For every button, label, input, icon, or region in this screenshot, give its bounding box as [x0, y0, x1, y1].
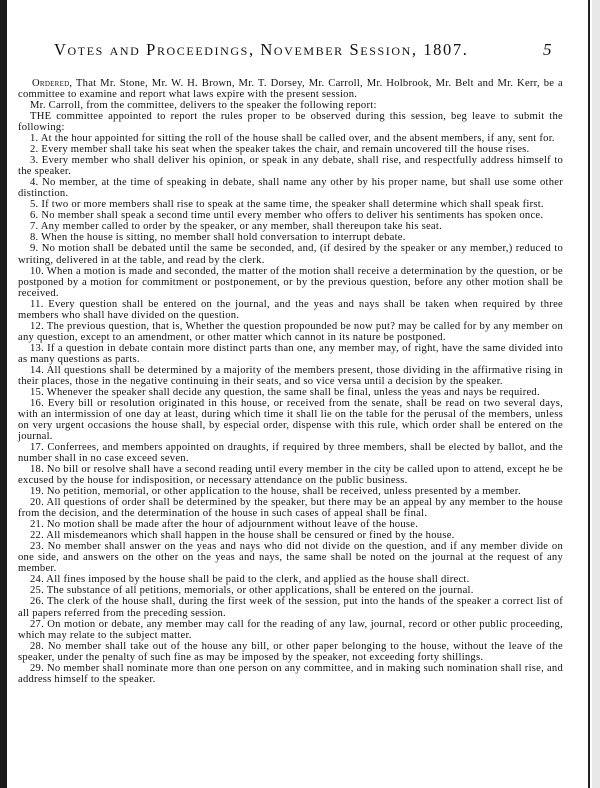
rule-paragraph	[18, 574, 563, 585]
rule-paragraph	[18, 177, 563, 199]
rule-paragraph	[18, 365, 563, 387]
rule-paragraph	[18, 343, 563, 365]
document-body	[18, 78, 563, 685]
scan-right-border	[588, 0, 590, 788]
paragraph-text: 21. No motion shall be made after the hour of adjournment without leave of the house.	[30, 519, 419, 531]
page-number: 5	[543, 40, 552, 59]
paragraph-text: 24. All fines imposed by the house shall be paid to the clerk, and applied as the house shall direct.	[30, 574, 470, 586]
rule-paragraph	[18, 619, 563, 641]
paragraph-text: 3. Every member who shall deliver his opinion, or speak in any debate, shall rise, and respectfully address himself to the speaker.	[18, 155, 563, 178]
paragraph-text: 2. Every member shall take his seat when the speaker takes the chair, and remain uncovered till the house rises.	[30, 144, 530, 156]
paragraph-text: 14. All questions shall be determined by a majority of the members present, those dividing in the affirmative rising in their places, those in the negative continuing in their seats, and so vice versa until a decision by the speaker.	[18, 364, 563, 387]
scan-right-margin	[592, 0, 600, 788]
page-header	[0, 40, 600, 64]
paragraph-text: 10. When a motion is made and seconded, the matter of the motion shall receive a determination by the question, or be postponed by a motion for commitment or postponement, or by the previous question, before any other motion shall be received.	[18, 265, 563, 299]
paragraph-text: 26. The clerk of the house shall, during the first week of the session, put into the hands of the speaker a correct list of all papers referred from the preceding session.	[18, 596, 563, 619]
rule-paragraph	[18, 464, 563, 486]
rule-paragraph	[18, 232, 563, 243]
rule-paragraph	[18, 641, 563, 663]
rule-paragraph	[18, 210, 563, 221]
rule-paragraph	[18, 497, 563, 519]
paragraph-text: 6. No member shall speak a second time until every member who offers to deliver his sentiments has spoken once.	[30, 210, 544, 222]
paragraph-text: That Mr. Stone, Mr. W. H. Brown, Mr. T. Dorsey, Mr. Carroll, Mr. Holbrook, Mr. Belt and Mr. Kerr, be a committee to examine and report what laws expire with the present session.	[18, 78, 563, 101]
rule-paragraph	[18, 442, 563, 464]
rule-paragraph	[18, 133, 563, 144]
paragraph-text: 17. Conferrees, and members appointed on draughts, if required by three members, shall be elected by ballot, and the number shall in no case exceed seven.	[18, 442, 563, 465]
rule-paragraph	[18, 387, 563, 398]
paragraph-text: 13. If a question in debate contain more distinct parts than one, any member may, of right, have the same divided into as many questions as parts.	[18, 342, 563, 365]
scan-left-border	[0, 0, 7, 788]
rule-paragraph	[18, 541, 563, 574]
paragraph-text: 8. When the house is sitting, no member shall hold conversation to interrupt debate.	[30, 232, 406, 244]
rule-paragraph	[18, 155, 563, 177]
paragraph-text: 19. No petition, memorial, or other application to the house, shall be received, unless presented by a member.	[30, 486, 521, 498]
paragraph-text: Mr. Carroll, from the committee, delivers to the speaker the following report:	[30, 100, 377, 112]
paragraph-text: 18. No bill or resolve shall have a second reading until every member in the city be called upon to attend, except he be excused by the house for indisposition, or necessary attendance on the public business.	[18, 464, 563, 487]
paragraph-text: 5. If two or more members shall rise to speak at the same time, the speaker shall determine which shall speak first.	[30, 199, 544, 211]
rule-paragraph	[18, 530, 563, 541]
report-paragraph	[18, 100, 563, 111]
paragraph-text: 20. All questions of order shall be determined by the speaker, but there may be an appeal by any member to the house from the decision, and the determination of the house in such cases of appeal shall be final.	[18, 497, 563, 520]
rule-paragraph	[18, 321, 563, 343]
rule-paragraph	[18, 585, 563, 596]
paragraph-text: 7. Any member called to order by the speaker, or any member, shall thereupon take his seat.	[30, 221, 442, 233]
rule-paragraph	[18, 398, 563, 442]
paragraph-text: THE committee appointed to report the rules proper to be observed during this session, beg leave to submit the following:	[18, 111, 563, 134]
rule-paragraph	[18, 596, 563, 618]
rule-paragraph	[18, 663, 563, 685]
paragraph-lead: Ordered,	[32, 78, 73, 89]
rule-paragraph	[18, 221, 563, 232]
report-paragraph	[18, 111, 563, 133]
rule-paragraph	[18, 243, 563, 265]
page-title: Votes and Proceedings, November Session, 1807.	[54, 40, 469, 59]
paragraph-text: 4. No member, at the time of speaking in debate, shall name any other by his proper name, but shall use some other distinction.	[18, 177, 563, 200]
paragraph-text: 27. On motion or debate, any member may call for the reading of any law, journal, record or other public proceeding, which may relate to the subject matter.	[18, 618, 563, 641]
rule-paragraph	[18, 299, 563, 321]
paragraph-text: 28. No member shall take out of the house any bill, or other paper belonging to the house, without the leave of the speaker, under the penalty of such fine as may be imposed by the speaker, not exceeding forty shillings.	[18, 640, 563, 663]
rule-paragraph	[18, 486, 563, 497]
paragraph-text: 22. All misdemeanors which shall happen in the house shall be censured or fined by the house.	[30, 530, 455, 542]
paragraph-text: 25. The substance of all petitions, memorials, or other applications, shall be entered on the journal.	[30, 585, 474, 597]
order-paragraph	[18, 78, 563, 100]
paragraph-text: 9. No motion shall be debated until the same be seconded, and, (if desired by the speaker or any member,) reduced to writing, delivered in at the table, and read by the clerk.	[18, 243, 563, 266]
paragraph-text: 12. The previous question, that is, Whether the question propounded be now put? may be called for by any member on any question, except to an amendment, or other matter which cannot in its nature be postponed.	[18, 320, 563, 343]
rule-paragraph	[18, 144, 563, 155]
rule-paragraph	[18, 199, 563, 210]
paragraph-text: 1. At the hour appointed for sitting the roll of the house shall be called over, and the absent members, if any, sent for.	[30, 133, 555, 145]
rule-paragraph	[18, 266, 563, 299]
paragraph-text: 23. No member shall answer on the yeas and nays who did not divide on the question, and if any member divide on one side, and answers on the other on the yeas and nays, the same shall be noted on the journal at the request of any member.	[18, 541, 563, 575]
rule-paragraph	[18, 519, 563, 530]
paragraph-text: 15. Whenever the speaker shall decide any question, the same shall be final, unless the yeas and nays be required.	[30, 386, 540, 398]
paragraph-text: 11. Every question shall be entered on the journal, and the yeas and nays shall be taken when required by three members who shall have divided on the question.	[18, 298, 563, 321]
paragraph-text: 29. No member shall nominate more than one person on any committee, and in making such nomination shall rise, and address himself to the speaker.	[18, 662, 563, 685]
paragraph-text: 16. Every bill or resolution originated in this house, or received from the senate, shall be read on two several days, with an intermission of one day at least, during which time it shall lie on the table for the perusal of the members, unless on very urgent occasions the house shall, by especial order, dispense with this rule, which order shall be entered on the journal.	[18, 397, 563, 442]
